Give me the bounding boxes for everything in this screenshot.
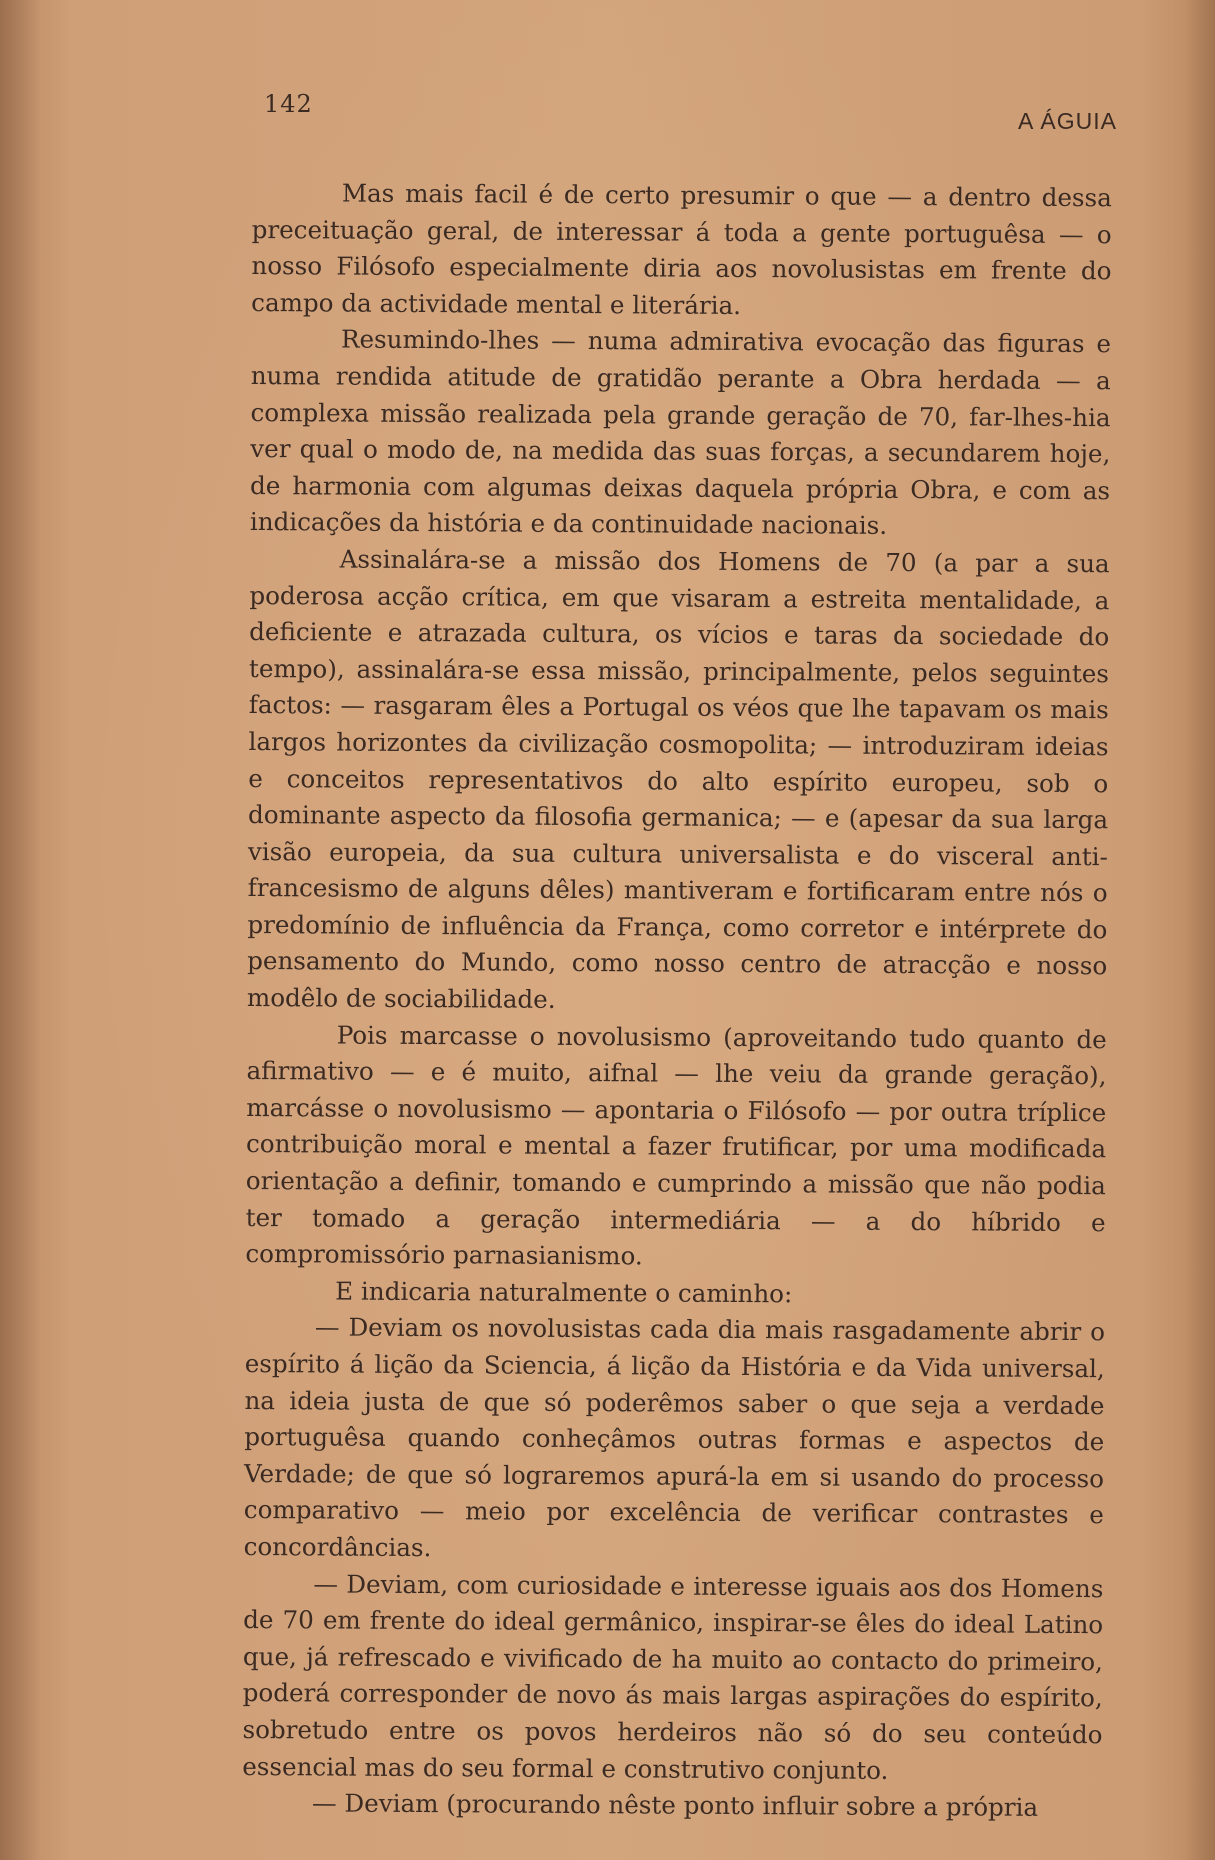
paragraph: E indicaria naturalmente o caminho: — [335, 1276, 793, 1309]
paragraph: — Deviam os novolusistas cada dia mais rasgadamente abrir o espírito á lição da Sciencia, á lição da História e da Vida universal, na ideia justa de que só poderêmos saber o que seja a verdade portuguêsa quando conheçâmos outras formas e aspectos de Verdade; de que só lograremos apurá-la em si usando do processo comparativo — meio por excelência de verificar contrastes e concordâncias. — [243, 1312, 1106, 1563]
paragraph: Resumindo-lhes — numa admirativa evocação das figuras e numa rendida atitude de gratidão perante a Obra herdada — a complexa missão realizada pela grande geração de 70, far-lhes-hia ver qual o modo de, na medida das suas forças, a secundarem hoje, de harmonia com algumas deixas daquela própria Obra, e com as indicações da história e da continuidade nacionais. — [249, 324, 1112, 541]
paragraph: — Deviam, com curiosidade e interesse iguais aos dos Homens de 70 em frente do ideal germânico, inspirar-se êles do ideal Latino que, já refrescado e vivificado de ha muito ao contacto do primeiro, poderá corresponder de novo ás mais largas aspirações do espírito, sobretudo entre os povos herdeiros não só do seu conteúdo essencial mas do seu formal e construtivo conjunto. — [242, 1568, 1104, 1785]
body-text — [242, 175, 1112, 1827]
running-title: A ÁGUIA — [1017, 108, 1117, 134]
paragraph: Mas mais facil é de certo presumir o que — a dentro dessa preceituação geral, de interessar á toda a gente portuguêsa — o nosso Filósofo especialmente diria aos novolusistas em frente do campo da actividade mental e literária. — [251, 178, 1112, 320]
paragraph: Assinalára-se a missão dos Homens de 70 (a par a sua poderosa acção crítica, em que visaram a estreita mentalidade, a deficiente e atrazada cultura, os vícios e taras da sociedade do tempo), assinalára-se essa missão, principalmente, pelos seguintes factos: — rasgaram êles a Portugal os véos que lhe tapavam os mais largos horizontes da civilização cosmopolita; — introduziram ideias e conceitos representativos do alto espírito europeu, sob o dominante aspecto da filosofia germanica; — e (apesar da sua larga visão europeia, da sua cultura universalista e do visceral anti-francesismo de alguns dêles) mantiveram e fortificaram entre nós o predomínio de influência da França, como corretor e intérprete do pensamento do Mundo, como nosso centro de atracção e nosso modêlo de sociabilidade. — [246, 544, 1110, 1014]
page-number: 142 — [264, 90, 313, 118]
paragraph: — Deviam (procurando nêste ponto influir sobre a própria — [311, 1788, 1039, 1822]
paragraph: Pois marcasse o novolusismo (aproveitando tudo quanto de afirmativo — e é muito, aifnal — lhe veiu da grande geração), marcásse o novolusismo — apontaria o Filósofo — por outra tríplice contribuição moral e mental a fazer frutificar, por uma modificada orientação a definir, tomando e cumprindo a missão que não podia ter tomado a geração intermediária — a do híbrido e compromissório parnasianismo. — [245, 1020, 1107, 1271]
